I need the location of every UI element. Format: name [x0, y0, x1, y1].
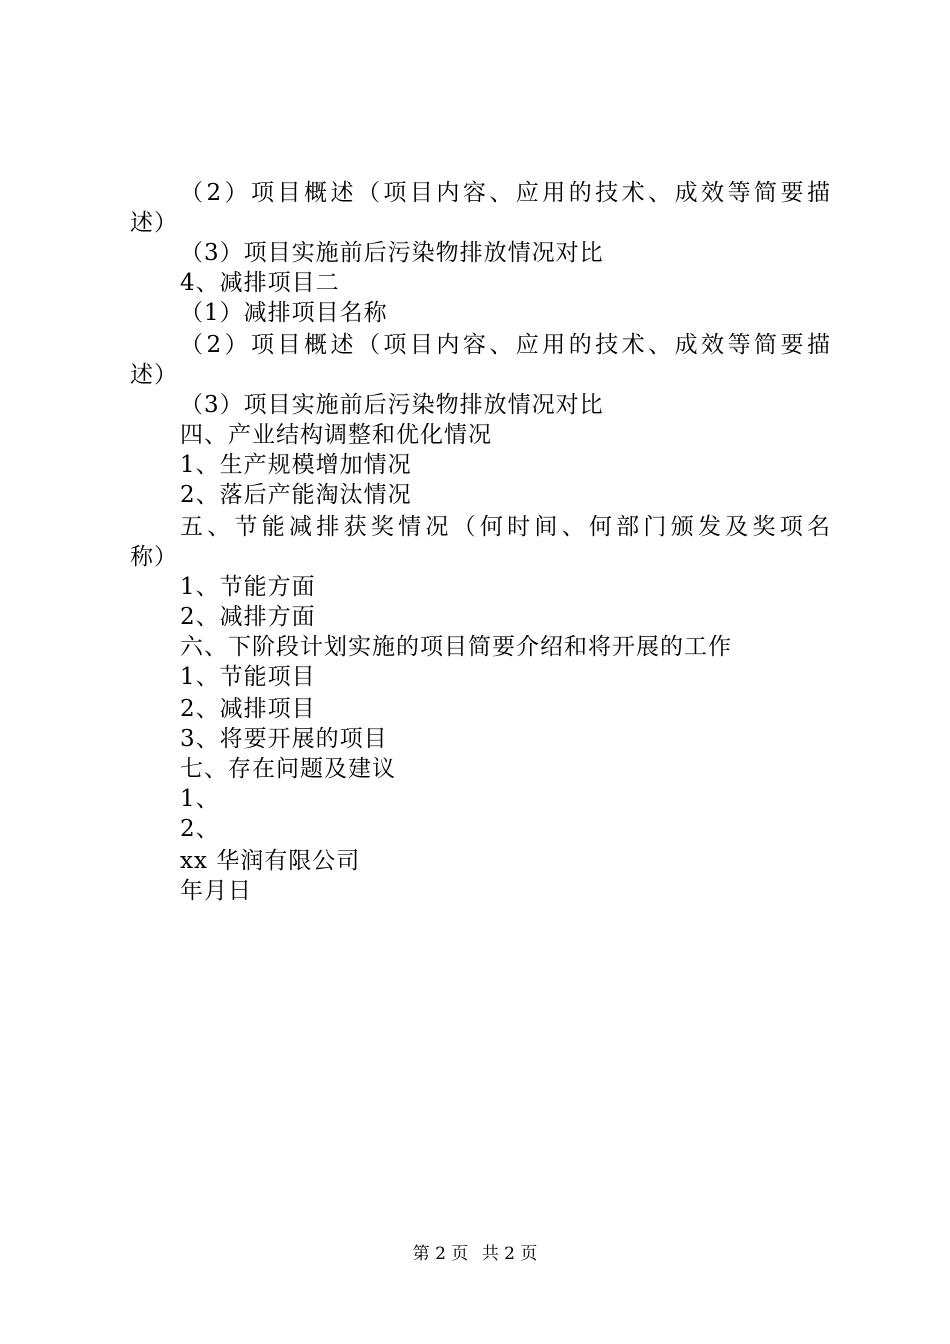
section-heading: 七、存在问题及建议 [180, 756, 396, 782]
text-line: （2）项目概述（项目内容、应用的技术、成效等简要描 [180, 332, 830, 358]
date-line: 年月日 [180, 878, 252, 904]
section-heading: 六、下阶段计划实施的项目简要介绍和将开展的工作 [180, 634, 732, 660]
company-name: xx 华润有限公司 [180, 848, 361, 874]
text-line: 1、生产规模增加情况 [180, 452, 412, 478]
text-line: 述） [130, 362, 178, 388]
text-line: 1、 [180, 786, 220, 812]
text-line: 4、减排项目二 [180, 270, 340, 296]
text-line: 2、 [180, 816, 220, 842]
text-line: 1、节能项目 [180, 664, 316, 690]
page-number: 第 2 页 [412, 1244, 469, 1264]
text-line: （3）项目实施前后污染物排放情况对比 [180, 392, 604, 418]
section-heading: 五、节能减排获奖情况（何时间、何部门颁发及奖项名 [180, 514, 830, 540]
text-line: 2、减排项目 [180, 696, 316, 722]
text-line: 1、节能方面 [180, 574, 316, 600]
text-line: （2）项目概述（项目内容、应用的技术、成效等简要描 [180, 180, 830, 206]
text-line: 2、落后产能淘汰情况 [180, 482, 412, 508]
page-footer [0, 1242, 950, 1266]
text-line: （3）项目实施前后污染物排放情况对比 [180, 240, 604, 266]
text-line: 述） [130, 210, 178, 236]
text-line: 3、将要开展的项目 [180, 726, 388, 752]
text-line: （1）减排项目名称 [180, 300, 388, 326]
text-line: 称） [130, 544, 178, 570]
page-total: 共 2 页 [481, 1244, 538, 1264]
text-line: 2、减排方面 [180, 604, 316, 630]
section-heading: 四、产业结构调整和优化情况 [180, 422, 492, 448]
